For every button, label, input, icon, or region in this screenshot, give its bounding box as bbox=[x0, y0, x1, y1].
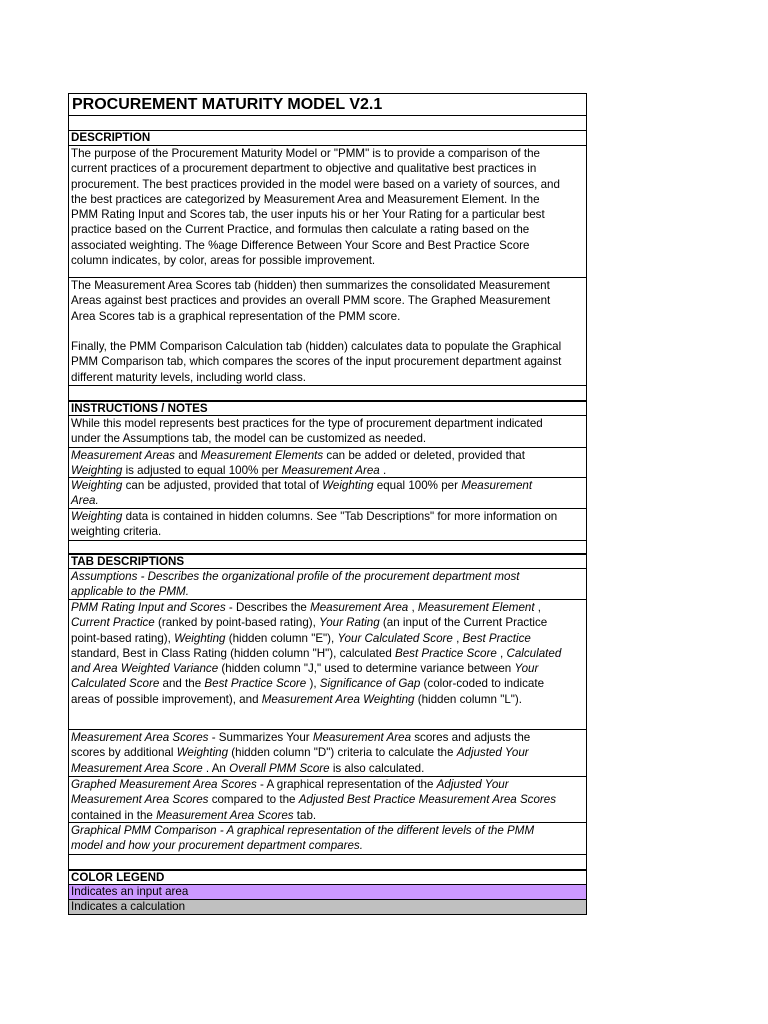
instruction-note-3: Weighting can be adjusted, provided that total of Weighting equal 100% per Measurement Area. bbox=[69, 477, 586, 508]
tab-desc-assumptions: Assumptions - Describes the organizational profile of the procurement department most applicable to the PMM. bbox=[69, 568, 586, 599]
description-header: DESCRIPTION bbox=[69, 130, 586, 145]
page-title: PROCUREMENT MATURITY MODEL V2.1 bbox=[69, 93, 586, 115]
legend-calculation: Indicates a calculation bbox=[69, 899, 586, 914]
instruction-note-2: Measurement Areas and Measurement Elements can be added or deleted, provided that Weighting is adjusted to equal 100% per Measurement Area . bbox=[69, 447, 586, 477]
spreadsheet bbox=[68, 93, 587, 915]
instruction-note-1: While this model represents best practices for the type of procurement department indicated under the Assumptions tab, the model can be customized as needed. bbox=[69, 415, 586, 447]
instructions-header: INSTRUCTIONS / NOTES bbox=[69, 400, 586, 415]
blank-row bbox=[69, 385, 586, 400]
blank-row bbox=[69, 540, 586, 553]
description-paragraph-1: The purpose of the Procurement Maturity Model or "PMM" is to provide a comparison of the current practices of a procurement department to objective and qualitative best practices in procurement. The best practices provided in the model were based on a variety of sources, and the best practices are categorized by Measurement Area and Measurement Element. In the PMM Rating Input and Scores tab, the user inputs his or her Your Rating for a particular best practice based on the Current Practice, and formulas then calculate a rating based on the associated weighting. The %age Difference Between Your Score and Best Practice Score column indicates, by color, areas for possible improvement. bbox=[69, 145, 586, 277]
color-legend-header: COLOR LEGEND bbox=[69, 869, 586, 884]
legend-input-area: Indicates an input area bbox=[69, 884, 586, 899]
description-paragraph-2: The Measurement Area Scores tab (hidden) then summarizes the consolidated Measurement Areas against best practices and provides an overall PMM score. The Graphed Measurement Area Scores tab is a graphical representation of the PMM score. Finally, the PMM Comparison Calculation tab (hidden) calculates data to populate the Graphical PMM Comparison tab, which compares the scores of the input procurement department against different maturity levels, including world class. bbox=[69, 277, 586, 385]
instruction-note-4: Weighting data is contained in hidden columns. See "Tab Descriptions" for more information on weighting criteria. bbox=[69, 508, 586, 540]
tab-descriptions-header: TAB DESCRIPTIONS bbox=[69, 553, 586, 568]
tab-desc-measurement-area-scores: Measurement Area Scores - Summarizes Your Measurement Area scores and adjusts the scores by additional Weighting (hidden column "D") criteria to calculate the Adjusted Your Measurement Area Score . An Overall PMM Score is also calculated. bbox=[69, 729, 586, 776]
tab-desc-graphed-scores: Graphed Measurement Area Scores - A graphical representation of the Adjusted Your Measurement Area Scores compared to the Adjusted Best Practice Measurement Area Scores contained in the Measurement Area Scores tab. bbox=[69, 776, 586, 822]
tab-desc-pmm-rating: PMM Rating Input and Scores - Describes the Measurement Area , Measurement Element , Current Practice (ranked by point-based rating), Your Rating (an input of the Current Practice point-based rating), Weighting (hidden column "E"), Your Calculated Score , Best Practice standard, Best in Class Rating (hidden column "H"), calculated Best Practice Score , Calculated and Area Weighted Variance (hidden column "J," used to determine variance between Your Calculated Score and the Best Practice Score ), Significance of Gap (color-coded to indicate areas of possible improvement), and Measurement Area Weighting (hidden column "L"). bbox=[69, 599, 586, 729]
blank-row bbox=[69, 854, 586, 869]
blank-row bbox=[69, 115, 586, 130]
tab-desc-graphical-pmm: Graphical PMM Comparison - A graphical representation of the different levels of the PMM model and how your procurement department compares. bbox=[69, 822, 586, 854]
